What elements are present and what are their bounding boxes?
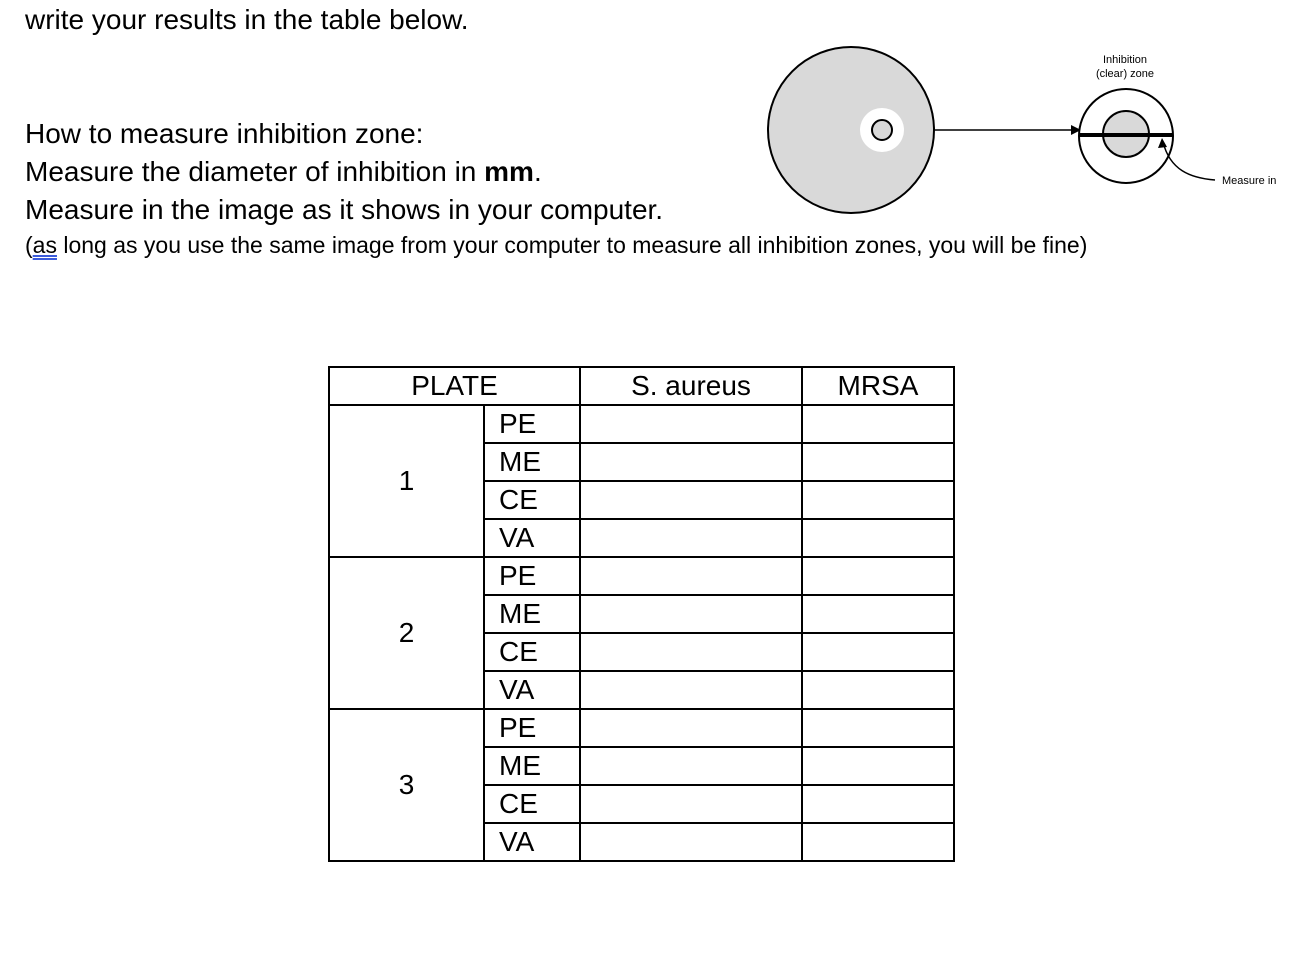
plate-number: 3 [329, 709, 484, 861]
mrsa-result-cell[interactable] [802, 785, 954, 823]
mrsa-result-cell[interactable] [802, 481, 954, 519]
diameter-period: . [533, 156, 542, 187]
inhibition-zone-diagram [0, 0, 1310, 300]
antibiotic-label: VA [484, 671, 580, 709]
petri-plate [768, 47, 934, 213]
mrsa-result-cell[interactable] [802, 823, 954, 861]
diameter-text: Measure the diameter of inhibition in [25, 156, 485, 187]
antibiotic-label: PE [484, 405, 580, 443]
table-row [329, 557, 954, 595]
intro-text: write your results in the table below. [25, 4, 469, 35]
s-aureus-result-cell[interactable] [580, 519, 802, 557]
antibiotic-label: ME [484, 747, 580, 785]
s-aureus-result-cell[interactable] [580, 671, 802, 709]
mrsa-result-cell[interactable] [802, 633, 954, 671]
antibiotic-label: PE [484, 709, 580, 747]
note-underlined-word: as [32, 232, 57, 258]
s-aureus-result-cell[interactable] [580, 823, 802, 861]
measure-label: Measure in [1222, 175, 1277, 187]
antibiotic-label: PE [484, 557, 580, 595]
inhibition-label-line2: (clear) zone [1095, 68, 1155, 80]
header-mrsa: MRSA [802, 367, 954, 405]
mrsa-result-cell[interactable] [802, 747, 954, 785]
s-aureus-result-cell[interactable] [580, 481, 802, 519]
table-row [329, 405, 954, 443]
s-aureus-result-cell[interactable] [580, 633, 802, 671]
header-plate: PLATE [329, 367, 580, 405]
instructions-heading: How to measure inhibition zone: [25, 118, 424, 149]
antibiotic-label: ME [484, 443, 580, 481]
inhibition-label-line1: Inhibition [1102, 54, 1148, 66]
mrsa-result-cell[interactable] [802, 709, 954, 747]
s-aureus-result-cell[interactable] [580, 405, 802, 443]
results-table [328, 366, 955, 862]
s-aureus-result-cell[interactable] [580, 747, 802, 785]
s-aureus-result-cell[interactable] [580, 709, 802, 747]
plate-number: 2 [329, 557, 484, 709]
mrsa-result-cell[interactable] [802, 443, 954, 481]
header-s-aureus: S. aureus [580, 367, 802, 405]
table-row [329, 709, 954, 747]
s-aureus-result-cell[interactable] [580, 785, 802, 823]
mrsa-result-cell[interactable] [802, 557, 954, 595]
mrsa-result-cell[interactable] [802, 519, 954, 557]
note-rest: long as you use the same image from your computer to measure all inhibition zones, you will be fine) [56, 232, 1088, 258]
table-header-row [329, 367, 954, 405]
mrsa-result-cell[interactable] [802, 405, 954, 443]
antibiotic-label: VA [484, 823, 580, 861]
antibiotic-label: CE [484, 481, 580, 519]
s-aureus-result-cell[interactable] [580, 595, 802, 633]
antibiotic-label: CE [484, 785, 580, 823]
mrsa-result-cell[interactable] [802, 671, 954, 709]
antibiotic-label: CE [484, 633, 580, 671]
antibiotic-disk-small [872, 120, 892, 140]
mrsa-result-cell[interactable] [802, 595, 954, 633]
instructions-image-line: Measure in the image as it shows in your computer. [25, 194, 664, 225]
antibiotic-label: VA [484, 519, 580, 557]
unit-mm: mm [484, 156, 534, 187]
antibiotic-label: ME [484, 595, 580, 633]
s-aureus-result-cell[interactable] [580, 443, 802, 481]
note-open-paren: ( [25, 232, 33, 258]
plate-number: 1 [329, 405, 484, 557]
s-aureus-result-cell[interactable] [580, 557, 802, 595]
